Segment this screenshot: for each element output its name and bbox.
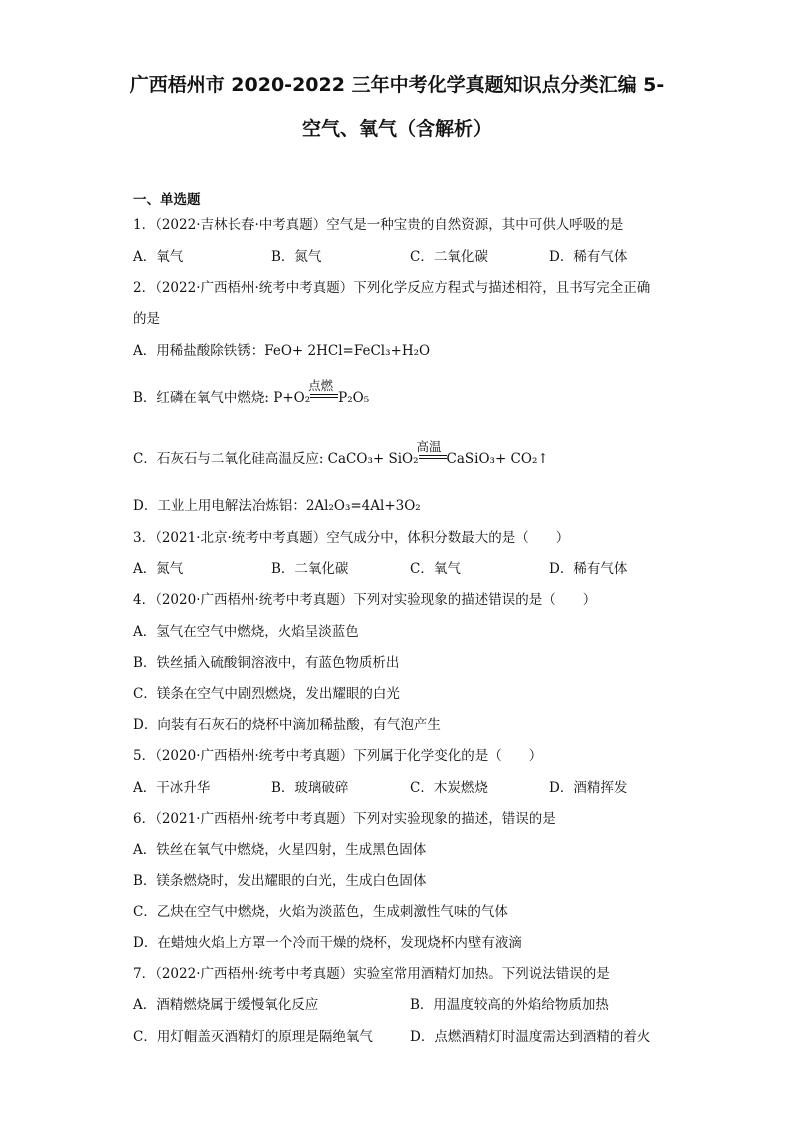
question-4-option-c: C．镁条在空气中剧烈燃烧，发出耀眼的白光: [133, 686, 400, 702]
question-2-stem-cont: 的是: [133, 311, 160, 327]
page-title-line-2: 空气、氧气（含解析）: [301, 118, 492, 140]
reaction-condition-label: 点燃: [308, 378, 334, 393]
question-6-stem: 6．（2021·广西梧州·统考中考真题）下列对实验现象的描述，错误的是: [133, 811, 556, 827]
question-5-option-d: D．酒精挥发: [549, 780, 628, 796]
question-6-option-c: C．乙炔在空气中燃烧，火焰为淡蓝色，生成刺激性气味的气体: [133, 904, 508, 920]
question-4-option-d: D．向装有石灰石的烧杯中滴加稀盐酸，有气泡产生: [133, 717, 441, 733]
question-4-option-a: A．氢气在空气中燃烧，火焰呈淡蓝色: [133, 624, 359, 640]
question-1-option-a: A．氧气: [133, 249, 184, 265]
question-6-option-a: A．铁丝在氧气中燃烧，火星四射，生成黑色固体: [133, 842, 427, 858]
question-2-stem: 2．（2022·广西梧州·统考中考真题）下列化学反应方程式与描述相符，且书写完全正确: [133, 280, 651, 296]
question-7-option-c: C．用灯帽盖灭酒精灯的原理是隔绝氧气: [133, 1029, 373, 1045]
question-3-option-c: C．氧气: [410, 561, 461, 577]
reaction-condition-sign: [416, 439, 447, 463]
section-heading: 一、单选题: [133, 192, 201, 208]
reaction-condition-sign: [308, 378, 338, 402]
question-4-stem: 4．（2020·广西梧州·统考中考真题）下列对实验现象的描述错误的是（ ）: [133, 592, 597, 608]
page-title-line-1: 广西梧州市 2020-2022 三年中考化学真题知识点分类汇编 5-: [129, 74, 665, 96]
question-3-option-a: A．氮气: [133, 561, 184, 577]
question-1-stem: 1．（2022·吉林长春·中考真题）空气是一种宝贵的自然资源，其中可供人呼吸的是: [133, 217, 624, 233]
question-2-option-d: D．工业上用电解法冶炼铝：2Al₂O₃=4Al+3O₂: [133, 498, 421, 514]
question-7-stem: 7．（2022·广西梧州·统考中考真题）实验室常用酒精灯加热。下列说法错误的是: [133, 966, 610, 982]
question-7-option-a: A．酒精燃烧属于缓慢氧化反应: [133, 997, 319, 1013]
question-1-option-c: C．二氧化碳: [410, 249, 488, 265]
question-1-option-b: B．氮气: [271, 249, 322, 265]
question-7-option-b: B．用温度较高的外焰给物质加热: [410, 997, 609, 1013]
question-3-option-b: B．二氧化碳: [271, 561, 349, 577]
question-2-option-a: A．用稀盐酸除铁锈：FeO+ 2HCl=FeCl₃+H₂O: [133, 343, 431, 359]
question-2-option-c: [133, 439, 549, 467]
question-3-stem: 3．（2021·北京·统考中考真题）空气成分中，体积分数最大的是（ ）: [133, 530, 570, 546]
question-7-option-d: D．点燃酒精灯时温度需达到酒精的着火: [410, 1029, 651, 1045]
reaction-condition-label: 高温: [416, 439, 442, 454]
question-4-option-b: B．铁丝插入硫酸铜溶液中，有蓝色物质析出: [133, 655, 400, 671]
question-6-option-b: B．镁条燃烧时，发出耀眼的白光，生成白色固体: [133, 873, 427, 889]
question-3-option-d: D．稀有气体: [549, 561, 628, 577]
question-2-option-b: [133, 378, 370, 406]
question-2-option-b-products: P₂O₅: [338, 390, 370, 406]
question-5-option-c: C．木炭燃烧: [410, 780, 488, 796]
question-5-stem: 5．（2020·广西梧州·统考中考真题）下列属于化学变化的是（ ）: [133, 748, 543, 764]
question-6-option-d: D．在蜡烛火焰上方罩一个冷而干燥的烧杯，发现烧杯内壁有液滴: [133, 935, 522, 951]
question-2-option-c-products: CaSiO₃+ CO₂↑: [446, 451, 549, 467]
question-5-option-a: A．干冰升华: [133, 780, 211, 796]
question-5-option-b: B．玻璃破碎: [271, 780, 349, 796]
question-1-option-d: D．稀有气体: [549, 249, 628, 265]
question-2-option-c-reactants: C．石灰石与二氧化硅高温反应: CaCO₃+ SiO₂: [133, 451, 419, 467]
question-2-option-b-reactants: B．红磷在氧气中燃烧: P+O₂: [133, 390, 311, 406]
